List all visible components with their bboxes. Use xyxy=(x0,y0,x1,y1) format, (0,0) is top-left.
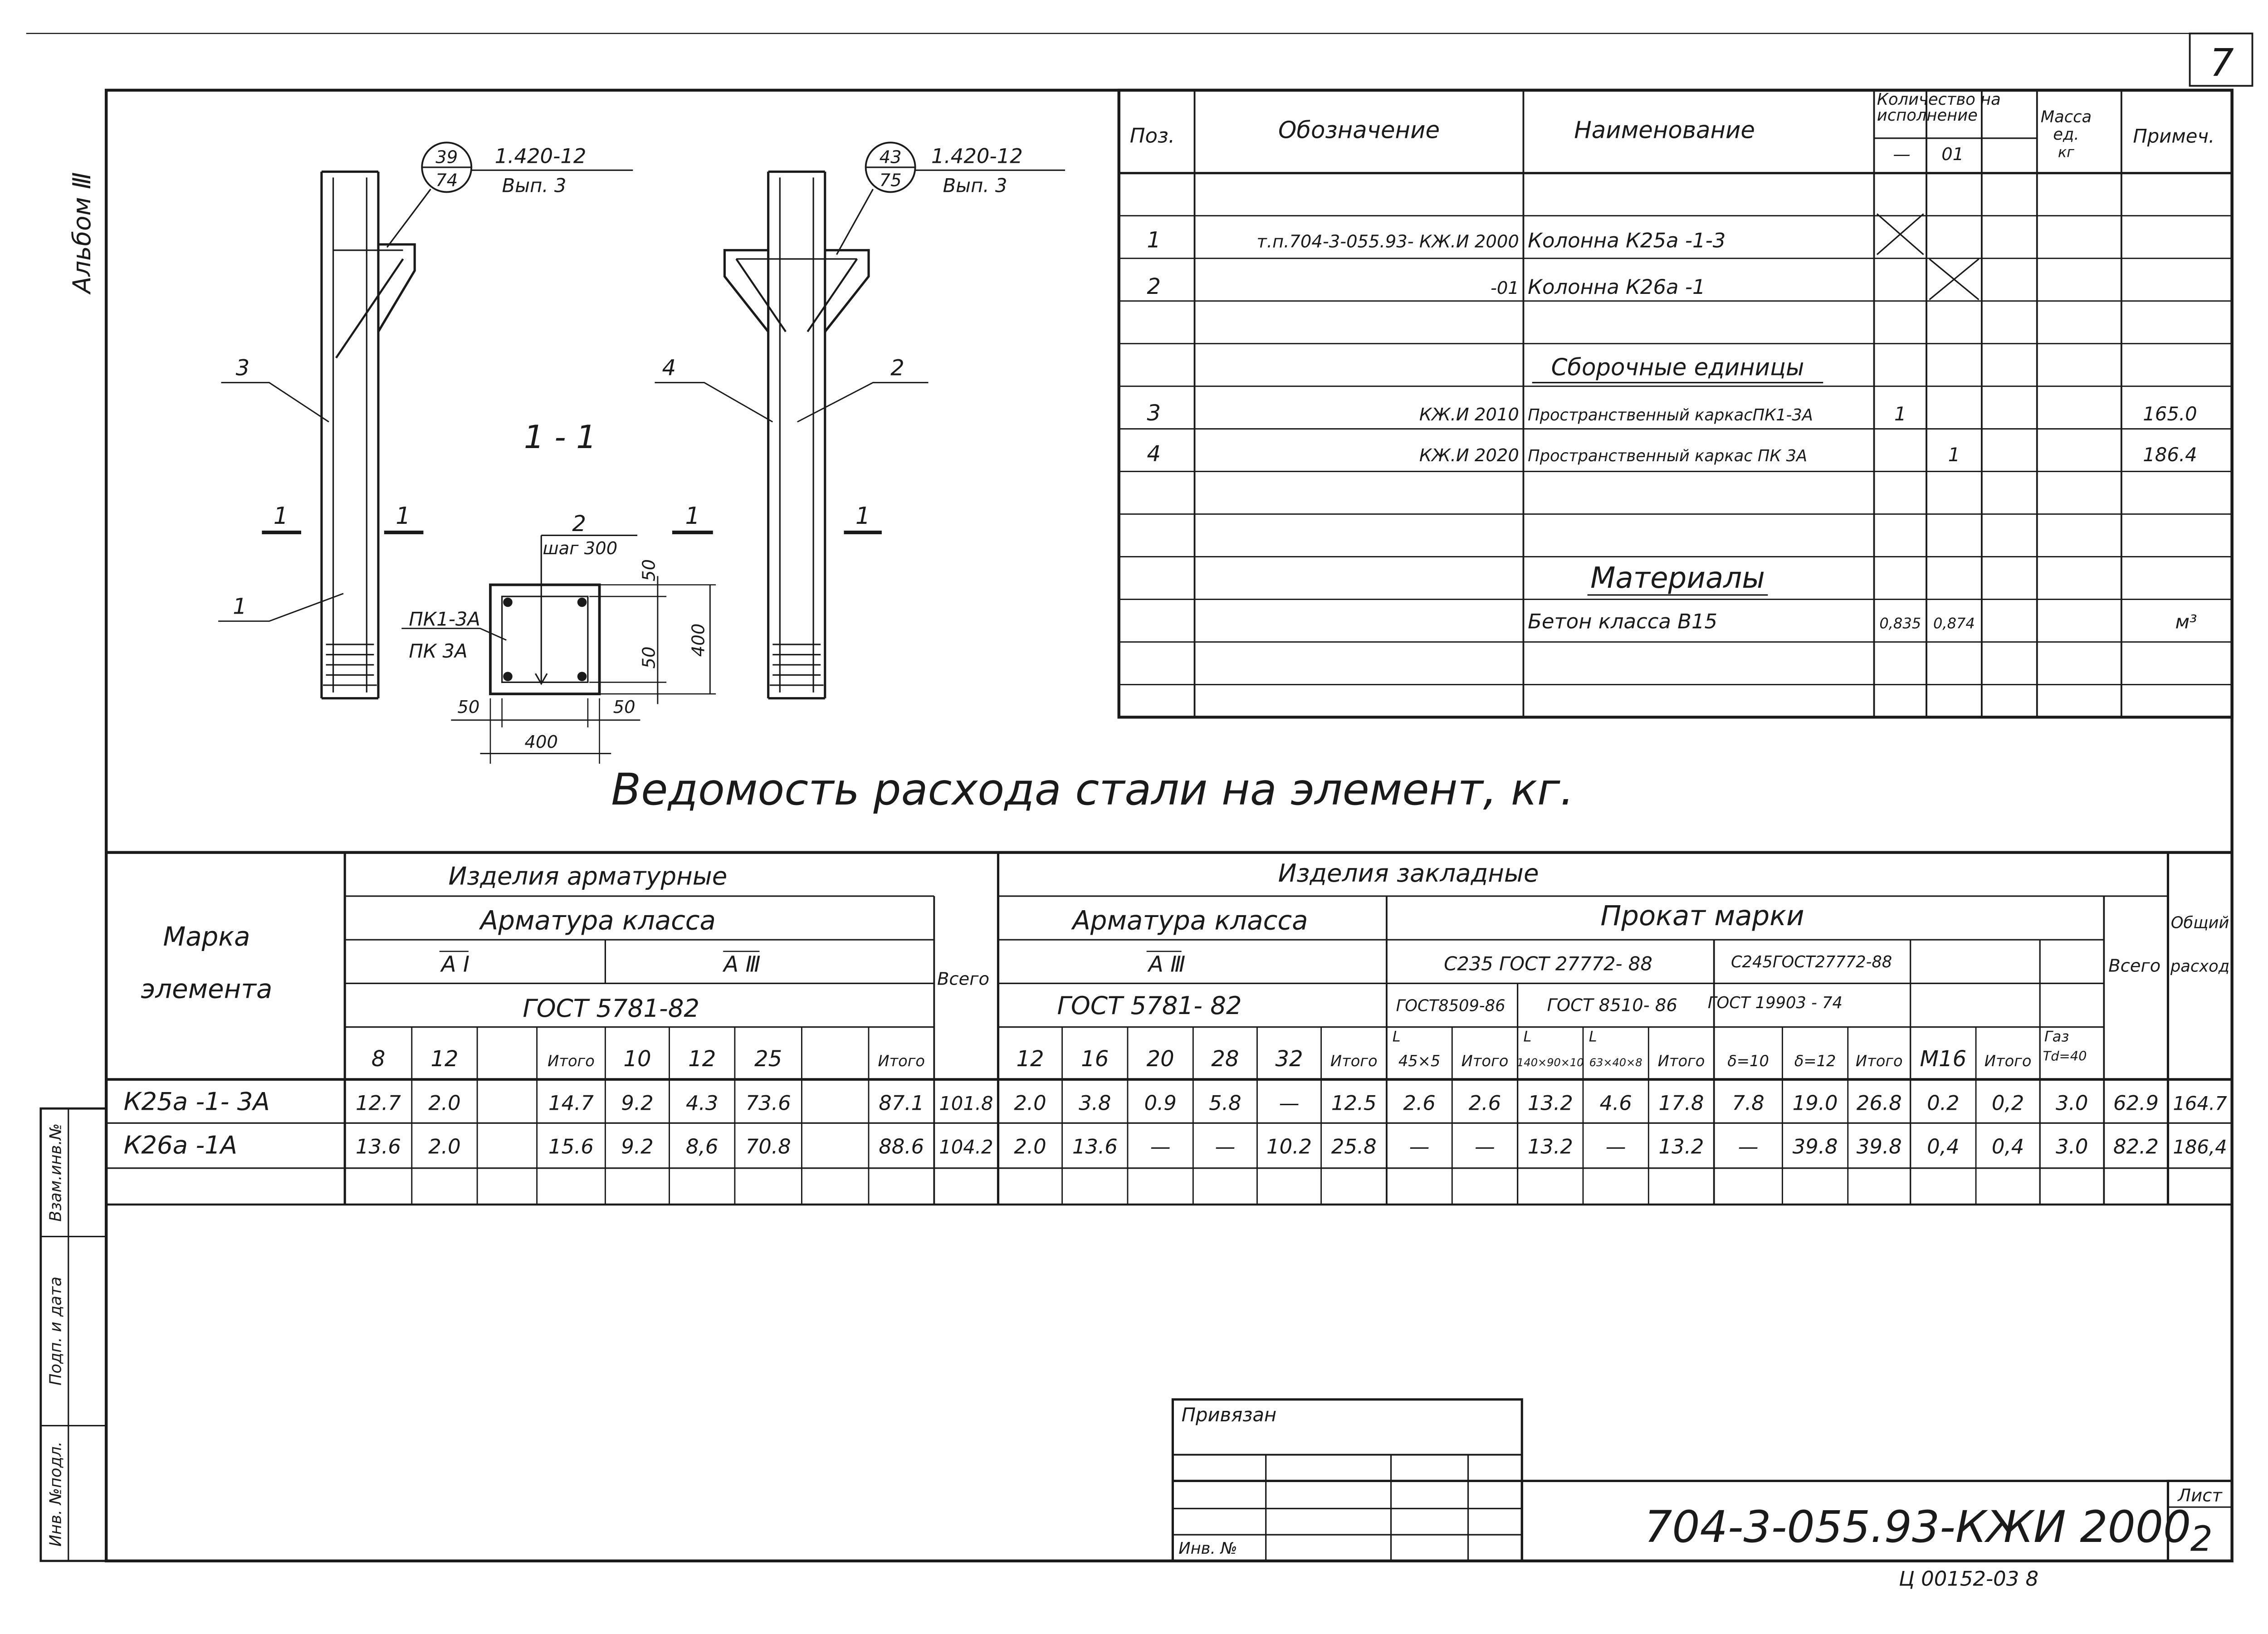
col-header: Итого xyxy=(547,1052,595,1070)
spec-row xyxy=(1588,561,1768,595)
c245-header: С245ГОСТ27772-88 xyxy=(1730,953,1892,972)
sheet-label: Лист xyxy=(2178,1485,2222,1506)
steel-cell: 4.6 xyxy=(1599,1091,1632,1115)
total-header-2: расход xyxy=(2170,957,2230,976)
spec-row xyxy=(1147,227,1725,253)
rolled-header: Прокат марки xyxy=(1600,900,1804,932)
col-header: 12 xyxy=(1016,1046,1044,1072)
ref-series: 1.420-12 xyxy=(494,144,587,168)
element-mark: К26а -1А xyxy=(123,1130,238,1160)
leader-2: 2 xyxy=(890,355,904,381)
spec-name: Пространственный каркасПК1-3А xyxy=(1528,406,1813,425)
leader-3: 3 xyxy=(235,355,250,381)
section-label: 1 - 1 xyxy=(523,418,597,456)
col-header: Итого xyxy=(878,1052,925,1070)
steel-cell: 19.0 xyxy=(1792,1091,1838,1115)
col-header: Итого xyxy=(1330,1052,1378,1070)
spec-row xyxy=(1147,400,2197,426)
dim-50-right: 50 xyxy=(613,697,635,717)
spec-note: 186.4 xyxy=(2143,443,2197,466)
steel-cell: 73.6 xyxy=(745,1091,791,1115)
steel-cell: 3.8 xyxy=(1079,1091,1111,1115)
steel-cell: 13.2 xyxy=(1527,1134,1573,1159)
column-k26-elevation xyxy=(655,142,1065,698)
steel-cell: 62.9 xyxy=(2113,1091,2159,1115)
gost-5781-armature: ГОСТ 5781-82 xyxy=(523,994,700,1023)
spec-header-qty-a: — xyxy=(1893,144,1911,165)
col-header: Газ xyxy=(2044,1028,2069,1045)
title-block xyxy=(1173,1400,2232,1561)
embedded-products: Изделия закладные xyxy=(1278,858,1539,888)
steel-cell: 13.6 xyxy=(1072,1134,1118,1159)
col-header: 25 xyxy=(754,1046,782,1072)
vsego-armature: Всего xyxy=(937,969,990,990)
col-header: М16 xyxy=(1920,1046,1967,1072)
steel-cell: 0.2 xyxy=(1927,1091,1960,1115)
spec-header-qty-1: Количество на xyxy=(1877,90,2001,109)
steel-cell: 3.0 xyxy=(2056,1134,2088,1159)
dim-50-bottom: 50 xyxy=(639,646,660,669)
sheet-no: 2 xyxy=(2190,1519,2213,1560)
steel-row xyxy=(124,1131,2227,1160)
col-header: 28 xyxy=(1211,1046,1239,1072)
steel-cell: 13.2 xyxy=(1658,1134,1704,1159)
rebar-class-header-2: Арматура класса xyxy=(1072,905,1308,936)
spec-qty-a: 1 xyxy=(1894,403,1906,425)
document-code: 704-3-055.93-КЖИ 2000 xyxy=(1644,1502,2191,1553)
spec-pos: 4 xyxy=(1147,441,1161,467)
steel-cell: 0,2 xyxy=(1991,1091,2024,1115)
steel-cell: — xyxy=(1409,1134,1430,1159)
steel-cell: 0.9 xyxy=(1144,1091,1177,1115)
ref-series: 1.420-12 xyxy=(931,144,1023,168)
dim-50-top: 50 xyxy=(639,559,660,581)
cut-mark: 1 xyxy=(396,502,411,530)
steel-cell: 2.0 xyxy=(428,1091,461,1115)
spec-header-mass-3: кг xyxy=(2058,143,2075,161)
steel-cell: — xyxy=(1150,1134,1171,1159)
callout-bottom: 74 xyxy=(435,170,458,191)
col-header: 16 xyxy=(1081,1046,1109,1072)
steel-cell: — xyxy=(1605,1134,1626,1159)
section-pos: 2 xyxy=(572,511,586,537)
steel-cell: 7.8 xyxy=(1732,1091,1765,1115)
gost-8509: ГОСТ8509-86 xyxy=(1396,996,1505,1015)
steel-cell: 104.2 xyxy=(939,1136,993,1158)
side-label-replace: Взам.инв.№ xyxy=(46,1123,65,1222)
col-header: Тd=40 xyxy=(2043,1048,2087,1064)
frame-label-2: ПК 3А xyxy=(409,639,468,662)
spec-qty-b: 1 xyxy=(1948,443,1960,466)
spec-note: 165.0 xyxy=(2143,403,2197,425)
steel-cell: 25.8 xyxy=(1331,1134,1377,1159)
spec-row xyxy=(1147,274,1705,299)
spec-qty-b: 0,874 xyxy=(1933,615,1975,632)
inv-label: Инв. № xyxy=(1178,1539,1237,1558)
spec-section-heading: Материалы xyxy=(1590,561,1765,595)
spec-header-mass-1: Масса xyxy=(2040,107,2092,127)
steel-cell: 82.2 xyxy=(2113,1134,2159,1159)
spec-header-name: Наименование xyxy=(1574,117,1755,144)
steel-cell: 2.0 xyxy=(428,1134,461,1159)
col-header: 45×5 xyxy=(1398,1052,1441,1070)
frame-label-1: ПК1-3А xyxy=(409,608,480,630)
ref-issue: Вып. 3 xyxy=(943,174,1007,197)
spec-header-designation: Обозначение xyxy=(1278,117,1440,144)
spec-name: Бетон класса В15 xyxy=(1528,609,1718,634)
steel-cell: — xyxy=(1475,1134,1495,1159)
cut-mark: 1 xyxy=(685,502,700,530)
dim-400-bottom: 400 xyxy=(524,732,558,752)
callout-top: 43 xyxy=(879,147,902,168)
steel-cell: 17.8 xyxy=(1658,1091,1704,1115)
col-header: Итого xyxy=(1461,1052,1509,1070)
sheet-number: 7 xyxy=(2209,40,2234,85)
steel-cell: 87.1 xyxy=(879,1091,924,1115)
spec-note: м³ xyxy=(2175,610,2197,633)
dim-50-left: 50 xyxy=(457,697,480,717)
spec-designation: КЖ.И 2010 xyxy=(1419,405,1519,425)
steel-cell: 3.0 xyxy=(2056,1091,2088,1115)
col-header: δ=10 xyxy=(1727,1052,1769,1070)
album-label: Альбом Ⅲ xyxy=(67,172,96,293)
total-header-1: Общий xyxy=(2170,913,2229,932)
col-header: δ=12 xyxy=(1794,1052,1836,1070)
steel-cell: — xyxy=(1215,1134,1236,1159)
callout-top: 39 xyxy=(435,147,458,168)
main-border xyxy=(106,90,2232,1561)
col-header: 32 xyxy=(1275,1046,1303,1072)
steel-cell: 10.2 xyxy=(1266,1134,1312,1159)
steel-cell: — xyxy=(1738,1134,1759,1159)
gost-8510: ГОСТ 8510- 86 xyxy=(1547,995,1677,1016)
steel-cell: 5.8 xyxy=(1209,1091,1242,1115)
angle-mark: L xyxy=(1589,1028,1597,1045)
steel-cell: 15.6 xyxy=(548,1134,594,1159)
steel-cell: 0,4 xyxy=(1927,1134,1960,1159)
armature-products: Изделия арматурные xyxy=(448,861,728,891)
steel-cell: 9.2 xyxy=(621,1091,654,1115)
side-label-inv: Инв. №подл. xyxy=(46,1441,65,1547)
spec-row xyxy=(1147,441,2197,467)
side-label-sign: Подп. и дата xyxy=(46,1276,65,1386)
vsego-embedded: Всего xyxy=(2108,956,2161,976)
spec-section-heading: Сборочные единицы xyxy=(1551,354,1804,381)
col-header: 63×40×8 xyxy=(1589,1056,1642,1069)
steel-cell: 2.0 xyxy=(1014,1091,1046,1115)
col-header: Итого xyxy=(1657,1052,1705,1070)
steel-cell: 39.8 xyxy=(1792,1134,1838,1159)
spec-name: Колонна К25а -1-3 xyxy=(1528,228,1726,253)
cut-mark: 1 xyxy=(273,502,288,530)
spec-row xyxy=(1532,354,1823,383)
steel-cell: — xyxy=(1279,1091,1300,1115)
spec-header-mass-2: ед. xyxy=(2053,125,2079,144)
spec-pos: 3 xyxy=(1147,400,1161,426)
spec-designation: т.п.704-3-055.93- КЖ.И 2000 xyxy=(1256,231,1519,252)
angle-mark: L xyxy=(1523,1028,1532,1045)
spec-header-qty-2: исполнение xyxy=(1877,106,1978,125)
steel-cell: 164.7 xyxy=(2173,1092,2227,1115)
spec-designation: КЖ.И 2020 xyxy=(1419,445,1519,466)
steel-cell: 14.7 xyxy=(548,1091,594,1115)
angle-mark: L xyxy=(1392,1028,1401,1045)
bottom-code: Ц 00152-03 8 xyxy=(1899,1566,2039,1591)
steel-cell: 8,6 xyxy=(686,1134,719,1159)
spec-header-note: Примеч. xyxy=(2133,125,2215,147)
cut-mark: 1 xyxy=(855,502,870,530)
rebar-class-header: Арматура класса xyxy=(480,905,716,936)
gost-19903: ГОСТ 19903 - 74 xyxy=(1707,993,1843,1012)
spec-designation: -01 xyxy=(1490,278,1519,298)
col-header: 8 xyxy=(371,1046,386,1072)
spec-qty-a: 0,835 xyxy=(1879,615,1921,632)
class-a1: А Ⅰ xyxy=(441,951,470,977)
c235-header: С235 ГОСТ 27772- 88 xyxy=(1444,952,1652,975)
steel-cell: 2.6 xyxy=(1403,1091,1436,1115)
col-header: 20 xyxy=(1146,1046,1174,1072)
leader-4: 4 xyxy=(662,355,676,381)
steel-cell: 39.8 xyxy=(1856,1134,1902,1159)
steel-cell: 2.0 xyxy=(1014,1134,1046,1159)
col-header: 12 xyxy=(688,1046,716,1072)
dim-400-right: 400 xyxy=(688,623,709,657)
callout-bottom: 75 xyxy=(879,170,902,191)
steel-cell: 88.6 xyxy=(879,1134,924,1159)
specification-table xyxy=(1119,90,2232,717)
ref-issue: Вып. 3 xyxy=(502,174,567,197)
steel-cell: 26.8 xyxy=(1856,1091,1902,1115)
spec-header-pos: Поз. xyxy=(1129,123,1175,148)
steel-cell: 12.7 xyxy=(356,1091,401,1115)
steel-table-title: Ведомость расхода стали на элемент, кг. xyxy=(611,764,1574,815)
spec-pos: 2 xyxy=(1147,273,1161,299)
element-mark: К25а -1- 3А xyxy=(123,1087,270,1116)
section-step: шаг 300 xyxy=(543,538,618,559)
mark-header-2: элемента xyxy=(141,973,273,1005)
gost-5781-embedded: ГОСТ 5781- 82 xyxy=(1057,990,1242,1020)
steel-cell: 9.2 xyxy=(621,1134,654,1159)
class-a3-embedded: А Ⅲ xyxy=(1148,951,1186,977)
spec-row xyxy=(1528,610,2197,634)
steel-cell: 186,4 xyxy=(2173,1136,2227,1158)
steel-cell: 101.8 xyxy=(939,1092,993,1115)
col-header: 10 xyxy=(623,1046,651,1072)
spec-name: Пространственный каркас ПК 3А xyxy=(1528,446,1808,465)
leader-1: 1 xyxy=(233,594,247,619)
steel-cell: 4.3 xyxy=(686,1091,719,1115)
steel-cell: 2.6 xyxy=(1468,1091,1501,1115)
section-1-1 xyxy=(401,511,716,764)
steel-cell: 70.8 xyxy=(745,1134,791,1159)
col-header: Итого xyxy=(1855,1052,1903,1070)
steel-cell: 12.5 xyxy=(1331,1091,1377,1115)
bound-label: Привязан xyxy=(1181,1403,1277,1426)
mark-header-1: Марка xyxy=(163,921,250,952)
col-header: 140×90×10 xyxy=(1517,1056,1584,1069)
steel-cell: 13.6 xyxy=(356,1134,401,1159)
col-header: Итого xyxy=(1984,1052,2032,1070)
spec-header-qty-b: 01 xyxy=(1941,144,1964,165)
steel-cell: 0,4 xyxy=(1991,1134,2024,1159)
side-stamp xyxy=(41,1108,106,1561)
col-header: 12 xyxy=(430,1046,459,1072)
spec-pos: 1 xyxy=(1147,227,1161,253)
steel-cell: 13.2 xyxy=(1527,1091,1573,1115)
steel-row xyxy=(124,1087,2228,1116)
spec-name: Колонна К26а -1 xyxy=(1528,274,1706,299)
class-a3: А Ⅲ xyxy=(723,951,761,977)
steel-consumption-table xyxy=(106,853,2232,1205)
